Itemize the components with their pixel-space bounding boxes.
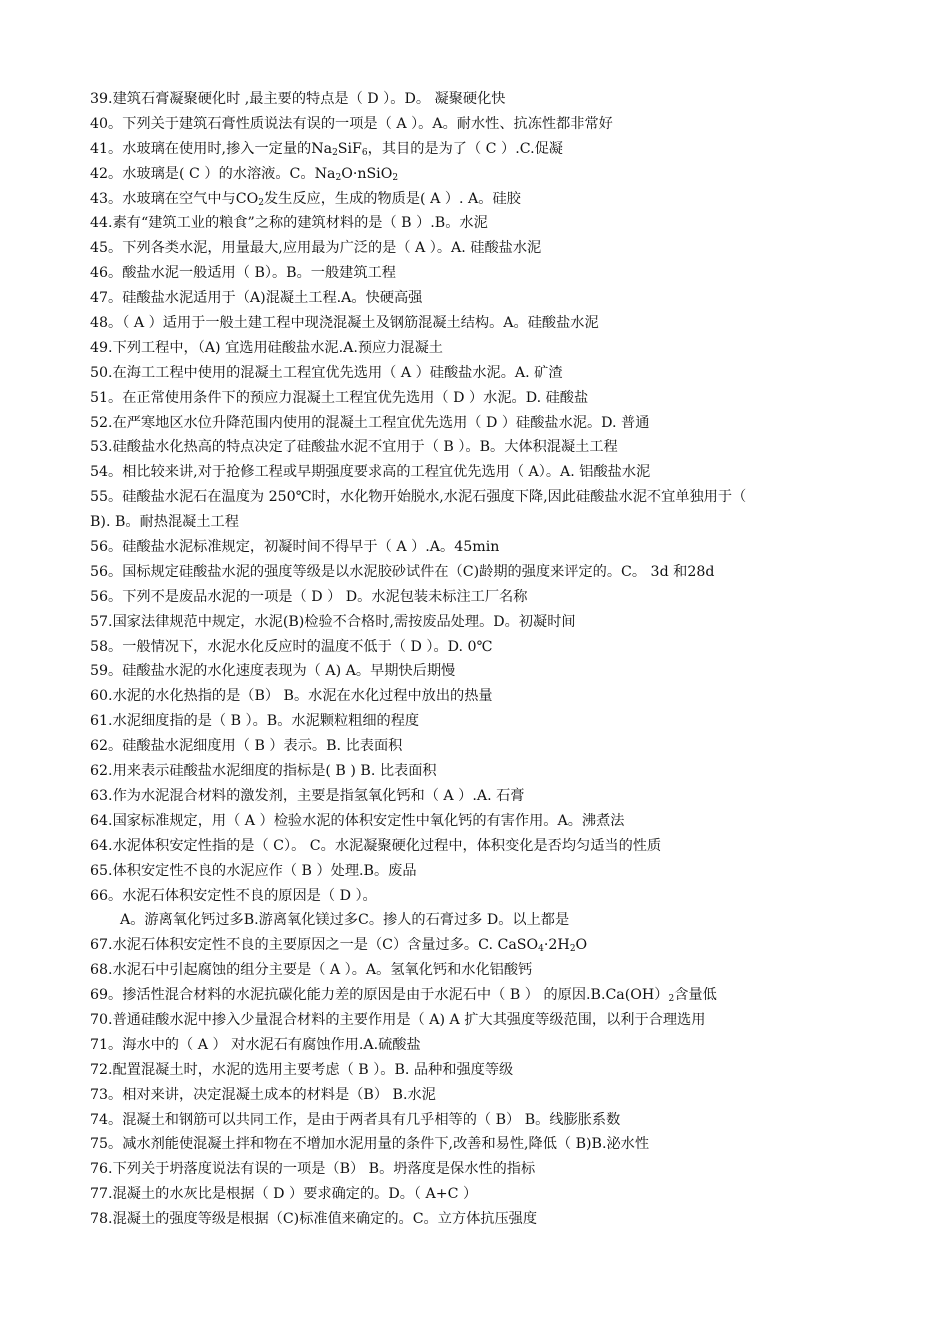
line-part-pre: 41。水玻璃在使用时,掺入一定量的Na <box>90 140 333 157</box>
question-line-q47: 47。硅酸盐水泥适用于（A)混凝土工程.A。快硬高强 <box>90 290 423 307</box>
question-line-q64a: 64.国家标准规定，用（ A ）检验水泥的体积安定性中氧化钙的有害作用。A。沸煮法 <box>90 812 625 829</box>
question-line-q67 <box>90 933 920 958</box>
question-line-q48: 48。（ A ）适用于一般土建工程中现浇混凝土及钢筋混凝土结构。A。硅酸盐水泥 <box>90 315 599 332</box>
question-line-q43 <box>90 187 920 212</box>
question-line-q75: 75。减水剂能使混凝土拌和物在不增加水泥用量的条件下,改善和易性,降低（ B)B.泌水性 <box>90 1136 650 1153</box>
line-part-pre: 69。掺活性混合材料的水泥抗碳化能力差的原因是由于水泥石中（ B ） 的原因.B.Ca(OH） <box>90 987 669 1004</box>
question-line-q66: 66。水泥石体积安定性不良的原因是（ D ）。 <box>90 887 377 904</box>
question-line-q66opt: A。游离氧化钙过多B.游离氧化镁过多C。掺人的石膏过多 D。以上都是 <box>120 912 570 929</box>
line-part-post: 发生反应，生成的物质是( A ）. A。硅胶 <box>263 190 521 207</box>
question-line-q59: 59。硅酸盐水泥的水化速度表现为（ A) A。早期快后期慢 <box>90 663 456 680</box>
line-part-sub2: 2 <box>392 172 399 183</box>
question-line-q56a: 56。硅酸盐水泥标准规定，初凝时间不得早于（ A ）.A。45min <box>90 539 500 556</box>
question-line-q55a: 55。硅酸盐水泥石在温度为 250℃时，水化物开始脱水,水泥石强度下降,因此硅酸盐水泥不宜单独用于（ <box>90 489 747 506</box>
question-line-q72: 72.配置混凝土时，水泥的选用主要考虑（ B ）。B. 品种和强度等级 <box>90 1061 514 1078</box>
question-line-q76: 76.下列关于坍落度说法有误的一项是（B） B。坍落度是保水性的指标 <box>90 1161 536 1178</box>
line-part-mid: SiF <box>337 140 362 157</box>
line-part-pre: 42。水玻璃是( C ）的水溶液。C。Na <box>90 165 336 182</box>
question-line-q77: 77.混凝土的水灰比是根据（ D ）要求确定的。D。（ A+C ） <box>90 1186 478 1203</box>
line-part-post: O <box>575 937 588 954</box>
question-line-q40: 40。下列关于建筑石膏性质说法有误的一项是（ A ）。A。耐水性、抗冻性都非常好 <box>90 115 613 132</box>
question-line-q57: 57.国家法律规范中规定，水泥(B)检验不合格时,需按废品处理。D。初凝时间 <box>90 613 576 630</box>
question-line-q62b: 62.用来表示硅酸盐水泥细度的指标是( B ) B. 比表面积 <box>90 763 437 780</box>
question-line-q53: 53.硅酸盐水化热高的特点决定了硅酸盐水泥不宜用于（ B ）。B。大体积混凝土工程 <box>90 439 618 456</box>
question-line-q78: 78.混凝土的强度等级是根据（C)标准值来确定的。C。立方体抗压强度 <box>90 1211 538 1228</box>
question-line-q61: 61.水泥细度指的是（ B ）。B。水泥颗粒粗细的程度 <box>90 713 420 730</box>
line-part-sub1: 2 <box>258 197 264 208</box>
line-part-mid: O·nSiO <box>341 165 393 182</box>
line-part-pre: 67.水泥石体积安定性不良的主要原因之一是（C）含量过多。C. CaSO <box>90 937 539 954</box>
question-line-q55b: B). B。耐热混凝土工程 <box>90 514 239 531</box>
question-line-q58: 58。一般情况下，水泥水化反应时的温度不低于（ D ）。D. 0℃ <box>90 638 493 655</box>
line-part-sub2: 6 <box>361 147 368 158</box>
line-part-sub1: 2 <box>332 147 338 158</box>
line-part-sub2: 2 <box>569 944 576 955</box>
question-line-q71: 71。海水中的（ A ） 对水泥石有腐蚀作用.A.硫酸盐 <box>90 1036 421 1053</box>
question-line-q41 <box>90 137 920 162</box>
question-line-q64b: 64.水泥体积安定性指的是（ C）。 C。水泥凝聚硬化过程中，体积变化是否均匀适当的性质 <box>90 837 662 854</box>
line-part-sub1: 2 <box>668 994 675 1005</box>
question-line-q74: 74。混凝土和钢筋可以共同工作，是由于两者具有几乎相等的（ B） B。线膨胀系数 <box>90 1111 621 1128</box>
question-line-q56c: 56。下列不是废品水泥的一项是（ D ） D。水泥包装未标注工厂名称 <box>90 588 528 605</box>
line-part-post: 含量低 <box>674 987 717 1004</box>
question-line-q63: 63.作为水泥混合材料的激发剂，主要是指氢氧化钙和（ A ）.A. 石膏 <box>90 787 525 804</box>
line-part-mid: ·2H <box>543 937 570 954</box>
question-line-q51: 51。在正常使用条件下的预应力混凝土工程宜优先选用（ D ）水泥。D. 硅酸盐 <box>90 389 589 406</box>
line-part-pre: 43。水玻璃在空气中与CO <box>90 190 259 207</box>
question-line-q45: 45。下列各类水泥，用量最大,应用最为广泛的是（ A ）。A. 硅酸盐水泥 <box>90 240 542 257</box>
question-line-q68: 68.水泥石中引起腐蚀的组分主要是（ A ）。A。氢氧化钙和水化铝酸钙 <box>90 962 533 979</box>
question-line-q73: 73。相对来讲，决定混凝土成本的材料是（B） B.水泥 <box>90 1086 436 1103</box>
question-line-q39: 39.建筑石膏凝聚硬化时 ,最主要的特点是（ D ）。D。 凝聚硬化快 <box>90 91 506 107</box>
question-line-q50: 50.在海工工程中使用的混凝土工程宜优先选用（ A ）硅酸盐水泥。A. 矿渣 <box>90 364 563 381</box>
question-line-q70: 70.普通硅酸水泥中掺入少量混合材料的主要作用是（ A) A 扩大其强度等级范围，以利于合理选用 <box>90 1011 706 1028</box>
question-line-q52: 52.在严寒地区水位升降范围内使用的混凝土工程宜优先选用（ D ）硅酸盐水泥。D. 普通 <box>90 414 650 431</box>
line-part-sub1: 2 <box>335 172 342 183</box>
question-line-q56b: 56。国标规定硅酸盐水泥的强度等级是以水泥胶砂试件在（C)龄期的强度来评定的。C。 3d 和28d <box>90 563 715 580</box>
question-line-q54: 54。相比较来讲,对于抢修工程或早期强度要求高的工程宜优先选用（ A）。A. 铝酸盐水泥 <box>90 464 651 481</box>
question-line-q60: 60.水泥的水化热指的是（B） B。水泥在水化过程中放出的热量 <box>90 688 493 705</box>
question-line-q69 <box>90 983 920 1008</box>
question-line-q42 <box>90 162 920 187</box>
line-part-post: ，其目的是为了（ C ）.C.促凝 <box>367 140 563 157</box>
question-line-q44: 44.素有“建筑工业的粮食”之称的建筑材料的是（ B ）.B。水泥 <box>90 215 488 232</box>
question-line-q49: 49.下列工程中，（A) 宜选用硅酸盐水泥.A.预应力混凝土 <box>90 339 443 356</box>
question-line-q46: 46。酸盐水泥一般适用（ B）。B。一般建筑工程 <box>90 265 396 282</box>
question-line-q62a: 62。硅酸盐水泥细度用（ B ）表示。B. 比表面积 <box>90 738 403 755</box>
line-part-sub1: 4 <box>538 944 544 955</box>
question-line-q65: 65.体积安定性不良的水泥应作（ B ）处理.B。废品 <box>90 862 417 879</box>
